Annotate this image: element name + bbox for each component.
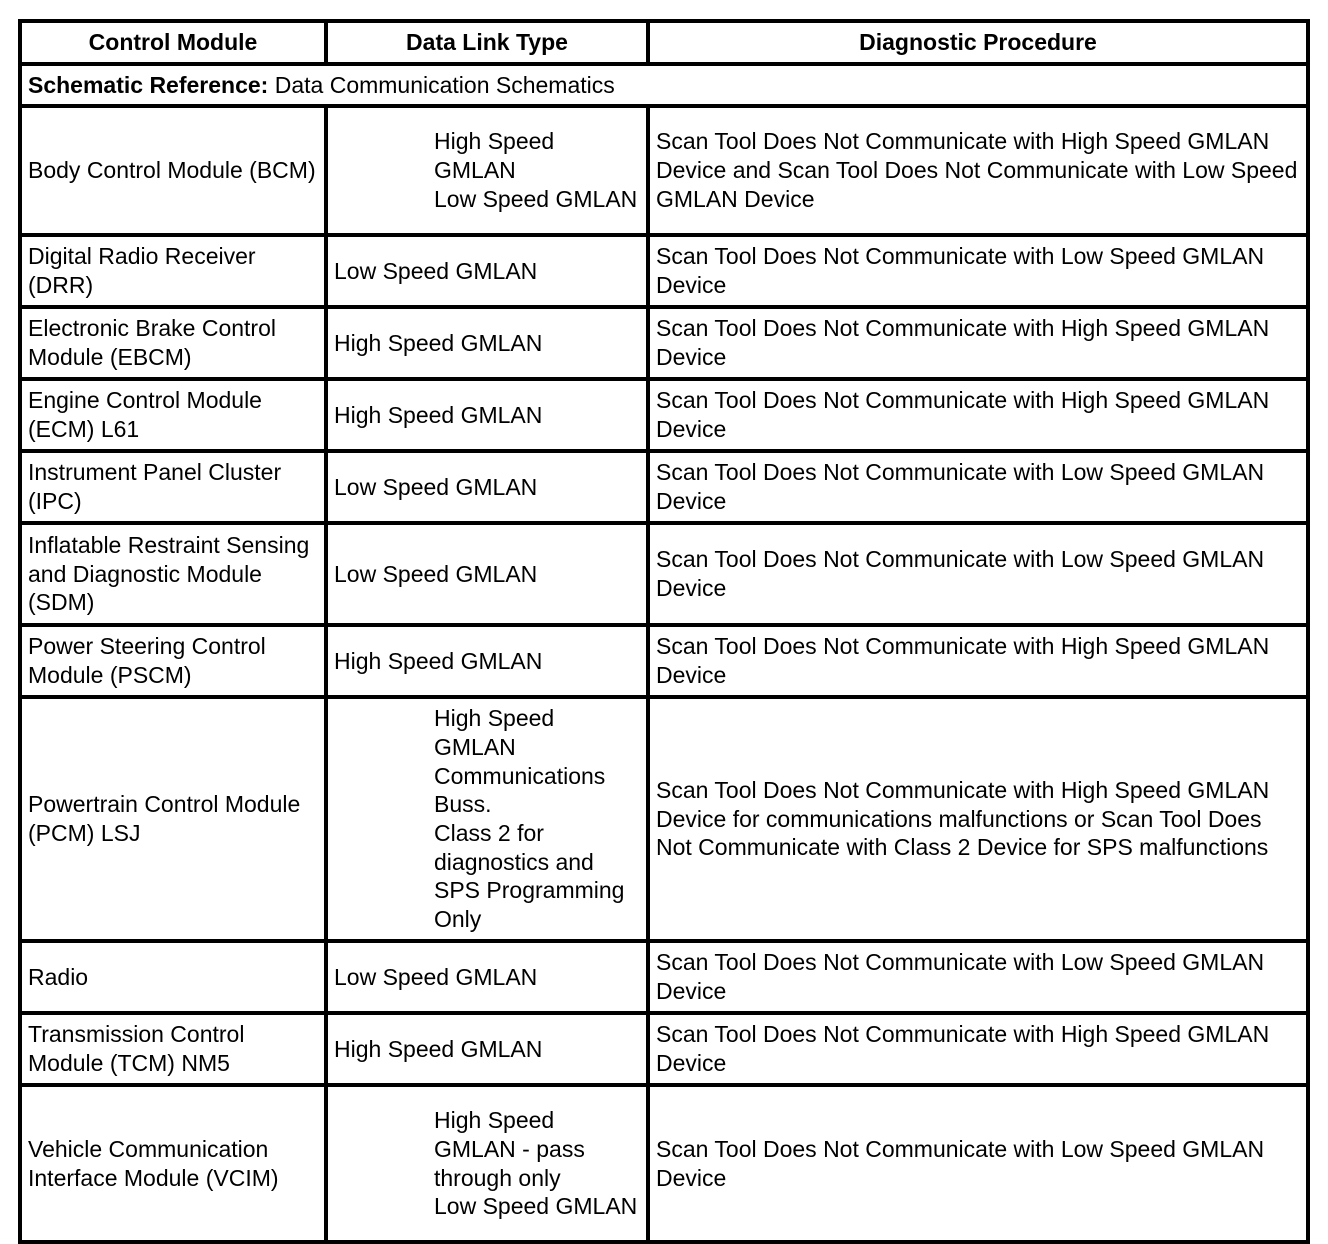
procedure-cell: Scan Tool Does Not Communicate with High Speed GMLAN Device [648, 625, 1308, 697]
link-type-item: Class 2 for diagnostics and SPS Programming Only [434, 820, 625, 933]
link-type-cell: Low Speed GMLAN [326, 941, 648, 1013]
link-type-cell: High Speed GMLAN [326, 307, 648, 379]
module-cell: Digital Radio Receiver (DRR) [20, 235, 326, 307]
link-type-list [334, 127, 640, 213]
module-cell: Inflatable Restraint Sensing and Diagnostic Module (SDM) [20, 523, 326, 625]
link-type-item: Low Speed GMLAN [434, 1193, 638, 1220]
header-data-link-type: Data Link Type [326, 21, 648, 64]
table-row [20, 235, 1308, 307]
procedure-cell: Scan Tool Does Not Communicate with High Speed GMLAN Device [648, 379, 1308, 451]
link-type-item: High Speed GMLAN [434, 128, 555, 184]
module-cell: Electronic Brake Control Module (EBCM) [20, 307, 326, 379]
table-row [20, 379, 1308, 451]
link-type-cell: High Speed GMLAN [326, 1013, 648, 1085]
schematic-reference [20, 64, 1308, 106]
procedure-cell: Scan Tool Does Not Communicate with Low Speed GMLAN Device [648, 1085, 1308, 1242]
procedure-cell: Scan Tool Does Not Communicate with High Speed GMLAN Device [648, 1013, 1308, 1085]
link-type-cell [326, 1085, 648, 1242]
table-row [20, 941, 1308, 1013]
schematic-reference-value: Data Communication Schematics [268, 71, 615, 98]
link-type-cell: Low Speed GMLAN [326, 523, 648, 625]
procedure-cell: Scan Tool Does Not Communicate with Low Speed GMLAN Device [648, 235, 1308, 307]
link-type-cell [326, 697, 648, 941]
table-row [20, 523, 1308, 625]
link-type-item: High Speed GMLAN - pass through only [434, 1107, 585, 1191]
header-control-module: Control Module [20, 21, 326, 64]
module-cell: Vehicle Communication Interface Module (VCIM) [20, 1085, 326, 1242]
module-cell: Transmission Control Module (TCM) NM5 [20, 1013, 326, 1085]
link-type-item: Low Speed GMLAN [434, 185, 638, 212]
schematic-reference-label: Schematic Reference: [28, 71, 269, 98]
link-type-list [334, 704, 640, 934]
link-type-cell: High Speed GMLAN [326, 379, 648, 451]
module-cell: Body Control Module (BCM) [20, 106, 326, 235]
module-cell: Engine Control Module (ECM) L61 [20, 379, 326, 451]
module-cell: Power Steering Control Module (PSCM) [20, 625, 326, 697]
table-row [20, 1085, 1308, 1242]
table-row [20, 697, 1308, 941]
link-type-cell [326, 106, 648, 235]
table-row [20, 1013, 1308, 1085]
schematic-reference-row [20, 64, 1308, 106]
module-cell: Radio [20, 941, 326, 1013]
link-type-cell: Low Speed GMLAN [326, 451, 648, 523]
link-type-cell: Low Speed GMLAN [326, 235, 648, 307]
table-row [20, 106, 1308, 235]
link-type-list [334, 1106, 640, 1221]
procedure-cell: Scan Tool Does Not Communicate with Low Speed GMLAN Device [648, 523, 1308, 625]
table-row [20, 307, 1308, 379]
procedure-cell: Scan Tool Does Not Communicate with High Speed GMLAN Device and Scan Tool Does Not Communicate with Low Speed GMLAN Device [648, 106, 1308, 235]
link-type-item: High Speed GMLAN Communications Buss. [434, 705, 606, 818]
header-diagnostic-procedure: Diagnostic Procedure [648, 21, 1308, 64]
table-row [20, 451, 1308, 523]
header-row [20, 21, 1308, 64]
procedure-cell: Scan Tool Does Not Communicate with Low Speed GMLAN Device [648, 941, 1308, 1013]
procedure-cell: Scan Tool Does Not Communicate with High Speed GMLAN Device [648, 307, 1308, 379]
procedure-cell: Scan Tool Does Not Communicate with Low Speed GMLAN Device [648, 451, 1308, 523]
procedure-cell: Scan Tool Does Not Communicate with High Speed GMLAN Device for communications malfunctions or Scan Tool Does Not Communicate with Class 2 Device for SPS malfunctions [648, 697, 1308, 941]
module-cell: Instrument Panel Cluster (IPC) [20, 451, 326, 523]
link-type-cell: High Speed GMLAN [326, 625, 648, 697]
module-cell: Powertrain Control Module (PCM) LSJ [20, 697, 326, 941]
diagnostic-table [18, 19, 1310, 1244]
table-row [20, 625, 1308, 697]
